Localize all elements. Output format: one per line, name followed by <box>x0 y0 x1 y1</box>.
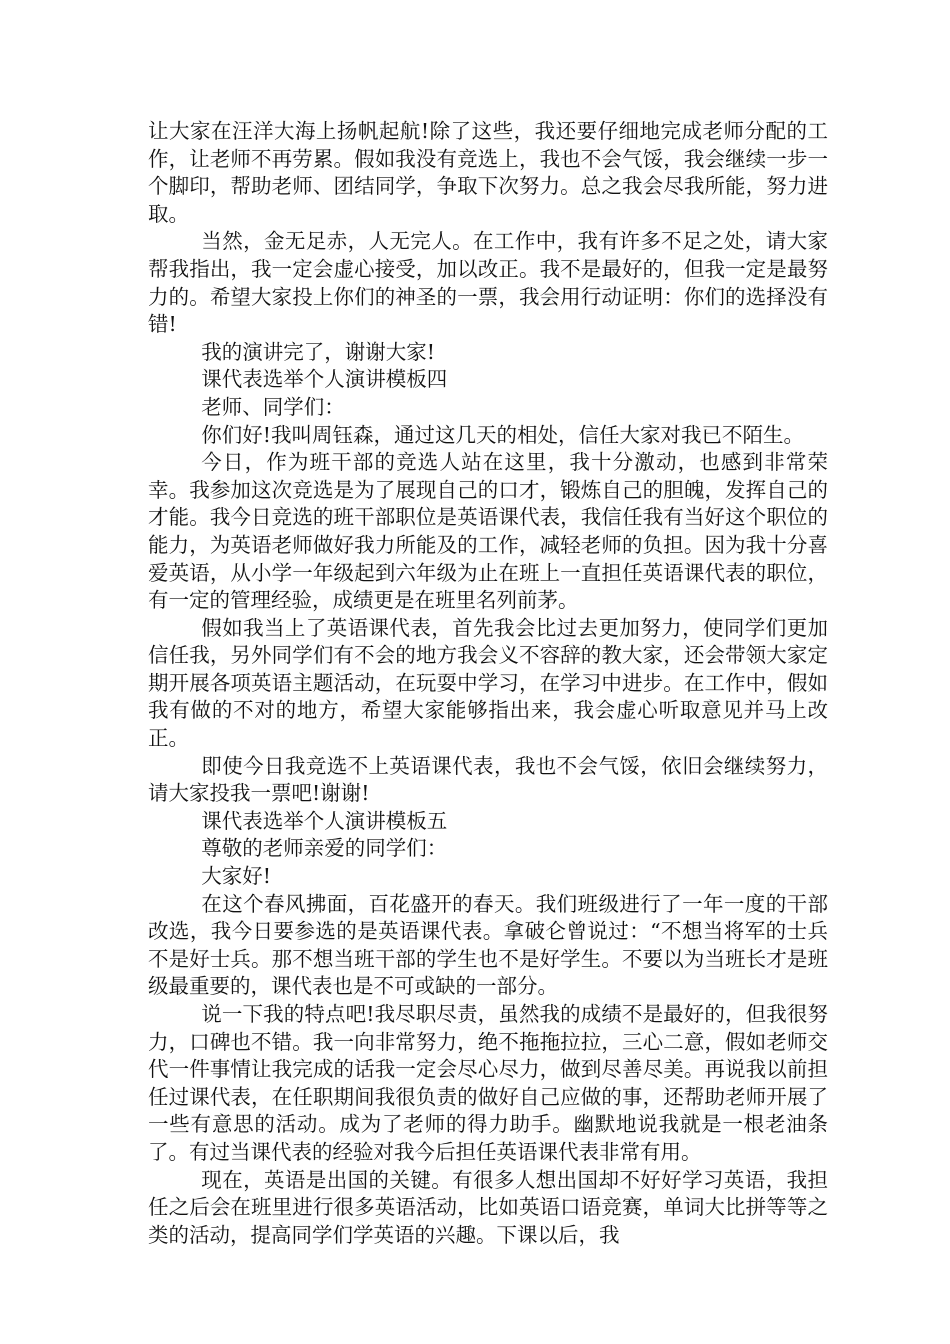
greeting-5: 大家好! <box>201 864 272 889</box>
paragraph-1: 让大家在汪洋大海上扬帆起航!除了这些，我还要仔细地完成老师分配的工作，让老师不再劳累。假如我没有竞选上，我也不会气馁，我会继续一步一个脚印，帮助老师、团结同学，争取下次努力。总之我会尽我所能，努力进取。 <box>148 119 828 226</box>
paragraph-8: 假如我当上了英语课代表，首先我会比过去更加努力，使同学们更加信任我，另外同学们有不会的地方我会义不容辞的教大家，还会带领大家定期开展各项英语主题活动，在玩耍中学习，在学习中进步。在工作中，假如我有做的不对的地方，希望大家能够指出来，我会虚心听取意见并马上改正。 <box>148 615 828 751</box>
salutation-4: 老师、同学们： <box>201 394 345 419</box>
paragraph-15: 现在，英语是出国的关键。有很多人想出国却不好好学习英语，我担任之后会在班里进行很多英语活动，比如英语口语竞赛，单词大比拼等等之类的活动，提高同学们学英语的兴趣。下课以后，我 <box>148 1167 828 1247</box>
paragraph-7: 今日，作为班干部的竞选人站在这里，我十分激动，也感到非常荣幸。我参加这次竞选是为了展现自己的口才，锻炼自己的胆魄，发挥自己的才能。我今日竞选的班干部职位是英语课代表，我信任我有当好这个职位的能力，为英语老师做好我力所能及的工作，减轻老师的负担。因为我十分喜爱英语，从小学一年级起到六年级为止在班上一直担任英语课代表的职位，有一定的管理经验，成绩更是在班里名列前茅。 <box>148 450 828 613</box>
paragraph-14: 说一下我的特点吧!我尽职尽责，虽然我的成绩不是最好的，但我很努力，口碑也不错。我一向非常努力，绝不拖拖拉拉，三心二意，假如老师交代一件事情让我完成的话我一定会尽心尽力，做到尽善尽美。再说我以前担任过课代表，在任职期间我很负责的做好自己应做的事，还帮助老师开展了一些有意思的活动。成为了老师的得力助手。幽默地说我就是一根老油条了。有过当课代表的经验对我今后担任英语课代表非常有用。 <box>148 1002 828 1164</box>
paragraph-6: 你们好!我叫周钰森，通过这几天的相处，信任大家对我已不陌生。 <box>201 422 805 447</box>
section-heading-4: 课代表选举个人演讲模板四 <box>201 367 448 392</box>
paragraph-13: 在这个春风拂面，百花盛开的春天。我们班级进行了一年一度的干部改选，我今日要参选的是英语课代表。拿破仑曾说过：“不想当将军的士兵不是好士兵。那不想当班干部的学生也不是好学生。不要以为当班长才是班级最重要的，课代表也是不可或缺的一部分。 <box>148 891 828 999</box>
paragraph-2: 当然，金无足赤，人无完人。在工作中，我有许多不足之处，请大家帮我指出，我一定会虚心接受，加以改正。我不是最好的，但我一定是最努力的。希望大家投上你们的神圣的一票，我会用行动证明：你们的选择没有错! <box>148 229 828 337</box>
paragraph-3: 我的演讲完了，谢谢大家! <box>201 339 436 364</box>
document-body <box>148 118 828 1249</box>
salutation-5: 尊敬的老师亲爱的同学们： <box>201 836 448 861</box>
section-heading-5: 课代表选举个人演讲模板五 <box>201 808 448 833</box>
paragraph-9: 即使今日我竞选不上英语课代表，我也不会气馁，依旧会继续努力，请大家投我一票吧!谢谢! <box>148 753 828 806</box>
